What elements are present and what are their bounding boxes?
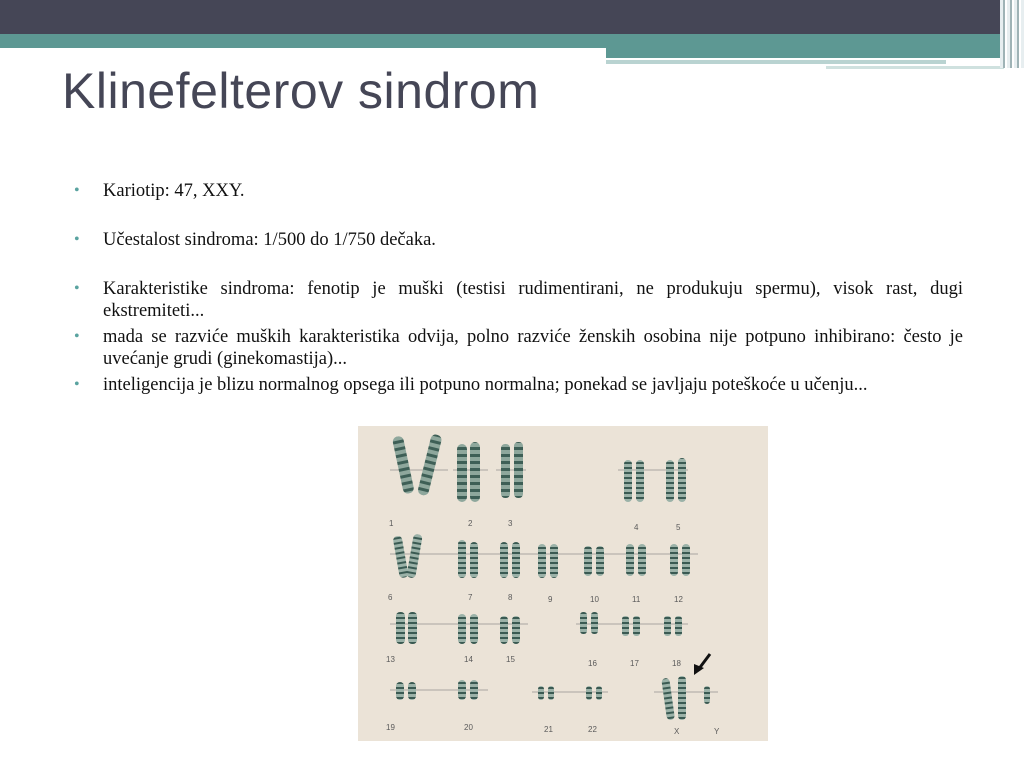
chromosomes-row-1 — [392, 433, 686, 502]
chromosome-label: 17 — [630, 659, 639, 668]
chromosome-label: 1 — [389, 519, 394, 528]
bullet-item — [74, 326, 963, 370]
pale-line-short — [826, 66, 1004, 69]
bullet-text: Karakteristike sindroma: fenotip je muški (testisi rudimentirani, ne produkuju spermu), visok rast, dugi ekstremiteti... — [103, 279, 963, 321]
chromosome-label: 5 — [676, 523, 681, 532]
chromosome-label: 20 — [464, 723, 473, 732]
chromosome-label: 16 — [588, 659, 597, 668]
arrow-down-left-icon — [694, 654, 710, 675]
chromosome-label: 9 — [548, 595, 553, 604]
chromosome-label: 13 — [386, 655, 395, 664]
bullet-text: mada se razviće muških karakteristika odvija, polno razviće ženskih osobina nije potpuno inhibirano: često je uvećanje grudi (ginekomastija)... — [103, 327, 963, 369]
corner-stripes — [1000, 0, 1024, 68]
bullet-text: inteligencija je blizu normalnog opsega ili potpuno normalna; ponekad se javljaju poteškoće u učenju... — [103, 375, 868, 395]
chromosome-label: 22 — [588, 725, 597, 734]
chromosomes-row-3 — [396, 612, 682, 644]
chromosome-label: 4 — [634, 523, 639, 532]
karyotype-image — [358, 426, 768, 741]
chromosome-label: 15 — [506, 655, 515, 664]
bullet-dot: • — [74, 376, 80, 393]
karyotype-svg — [358, 426, 768, 741]
chromosome-label: 19 — [386, 723, 395, 732]
chromosome-label: 8 — [508, 593, 513, 602]
chromosome-label: 18 — [672, 659, 681, 668]
chromosome-label: Y — [714, 727, 720, 736]
chromosome-label: 21 — [544, 725, 553, 734]
teal-step — [606, 48, 1004, 58]
slide-title: Klinefelterov sindrom — [62, 63, 540, 119]
top-band — [0, 0, 1024, 34]
teal-band — [0, 34, 1024, 48]
chromosome-label: 2 — [468, 519, 473, 528]
chromosome-label: 7 — [468, 593, 473, 602]
chromosome-label: X — [674, 727, 680, 736]
bullet-dot: • — [74, 231, 80, 248]
pale-line — [606, 60, 946, 64]
bullet-text: Učestalost sindroma: 1/500 do 1/750 dečaka. — [103, 230, 436, 250]
bullet-item — [74, 278, 963, 322]
bullet-text: Kariotip: 47, XXY. — [103, 181, 245, 201]
chromosome-label: 6 — [388, 593, 393, 602]
chromosome-label: 10 — [590, 595, 599, 604]
bullet-item — [74, 180, 963, 202]
chromosome-label: 14 — [464, 655, 473, 664]
bullet-item — [74, 374, 963, 396]
bullet-dot: • — [74, 328, 80, 345]
chromosome-label: 11 — [632, 595, 641, 604]
bullet-item — [74, 229, 963, 251]
bullet-dot: • — [74, 182, 80, 199]
chromosomes-row-4 — [396, 676, 710, 720]
chromosome-label: 12 — [674, 595, 683, 604]
bullet-dot: • — [74, 280, 80, 297]
chromosomes-row-2 — [393, 534, 690, 579]
bullet-list — [74, 180, 963, 396]
chromosome-label: 3 — [508, 519, 513, 528]
